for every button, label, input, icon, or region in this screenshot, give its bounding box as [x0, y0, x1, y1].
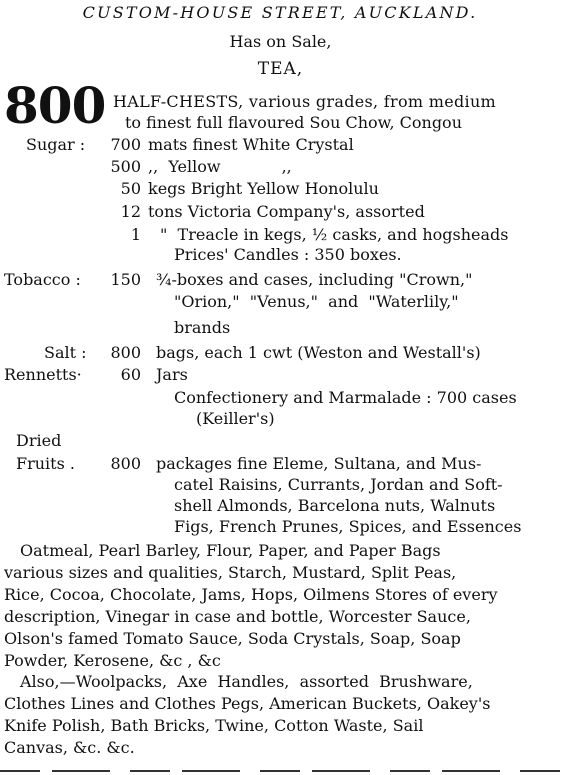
tobacco-label: Tobacco : [4, 270, 81, 289]
rennetts-text: Jars [156, 365, 188, 384]
oatmeal-line-6: Powder, Kerosene, &c , &c [4, 651, 221, 670]
dried-qty: 800 [110, 454, 141, 473]
confectionery-line-2: (Keiller's) [196, 409, 275, 428]
also-line-4: Canvas, &c. &c. [4, 738, 135, 757]
sugar-qty-0: 700 [110, 135, 141, 154]
confectionery-line-1: Confectionery and Marmalade : 700 cases [174, 388, 517, 407]
bottom-rule [0, 770, 561, 772]
candles-line: Prices' Candles : 350 boxes. [174, 245, 402, 264]
tea-quantity: 800 [4, 76, 106, 135]
oatmeal-line-2: various sizes and qualities, Starch, Mustard, Split Peas, [4, 563, 457, 582]
oatmeal-line-3: Rice, Cocoa, Chocolate, Jams, Hops, Oilmens Stores of every [4, 585, 498, 604]
sugar-label: Sugar : [26, 135, 86, 154]
sugar-qty-2: 50 [120, 179, 141, 198]
dried-line-1: packages fine Eleme, Sultana, and Mus- [156, 454, 482, 473]
sugar-qty-4: 1 [130, 225, 141, 244]
rennetts-qty: 60 [120, 365, 141, 384]
salt-label: Salt : [44, 343, 87, 362]
dried-label-2: Fruits . [16, 454, 75, 473]
tea-line-2: to finest full flavoured Sou Chow, Congou [125, 113, 462, 132]
tea-heading: TEA, [257, 59, 304, 79]
salt-qty: 800 [110, 343, 141, 362]
sugar-qty-3: 12 [120, 202, 141, 221]
tea-line-1: HALF-CHESTS, various grades, from medium [113, 92, 497, 111]
street-heading: CUSTOM-HOUSE STREET, AUCKLAND. [82, 3, 478, 22]
also-line-1: Also,—Woolpacks, Axe Handles, assorted Brushware, [20, 672, 473, 691]
also-line-2: Clothes Lines and Clothes Pegs, American Buckets, Oakey's [4, 694, 491, 713]
oatmeal-line-5: Olson's famed Tomato Sauce, Soda Crystals, Soap, Soap [4, 629, 461, 648]
tobacco-line-3: brands [174, 318, 231, 337]
tobacco-qty: 150 [110, 270, 141, 289]
sugar-text-3: tons Victoria Company's, assorted [148, 202, 425, 221]
also-line-3: Knife Polish, Bath Bricks, Twine, Cotton Waste, Sail [4, 716, 424, 735]
salt-text: bags, each 1 cwt (Weston and Westall's) [156, 343, 481, 362]
dried-line-4: Figs, French Prunes, Spices, and Essences [174, 517, 522, 536]
on-sale-line: Has on Sale, [229, 32, 332, 51]
oatmeal-line-4: description, Vinegar in case and bottle, Worcester Sauce, [4, 607, 471, 626]
sugar-qty-1: 500 [110, 157, 141, 176]
dried-line-2: catel Raisins, Currants, Jordan and Soft- [174, 475, 503, 494]
rennetts-label: Rennetts· [4, 365, 82, 384]
sugar-text-0: mats finest White Crystal [148, 135, 354, 154]
tobacco-line-1: ¾-boxes and cases, including "Crown," [156, 270, 473, 289]
sugar-text-2: kegs Bright Yellow Honolulu [148, 179, 379, 198]
dried-label-1: Dried [16, 431, 62, 450]
sugar-text-4: " Treacle in kegs, ½ casks, and hogsheads [160, 225, 509, 244]
tobacco-line-2: "Orion," "Venus," and "Waterlily," [174, 292, 459, 311]
oatmeal-line-1: Oatmeal, Pearl Barley, Flour, Paper, and Paper Bags [20, 541, 441, 560]
sugar-text-1: ,, Yellow ,, [148, 157, 292, 176]
dried-line-3: shell Almonds, Barcelona nuts, Walnuts [174, 496, 496, 515]
